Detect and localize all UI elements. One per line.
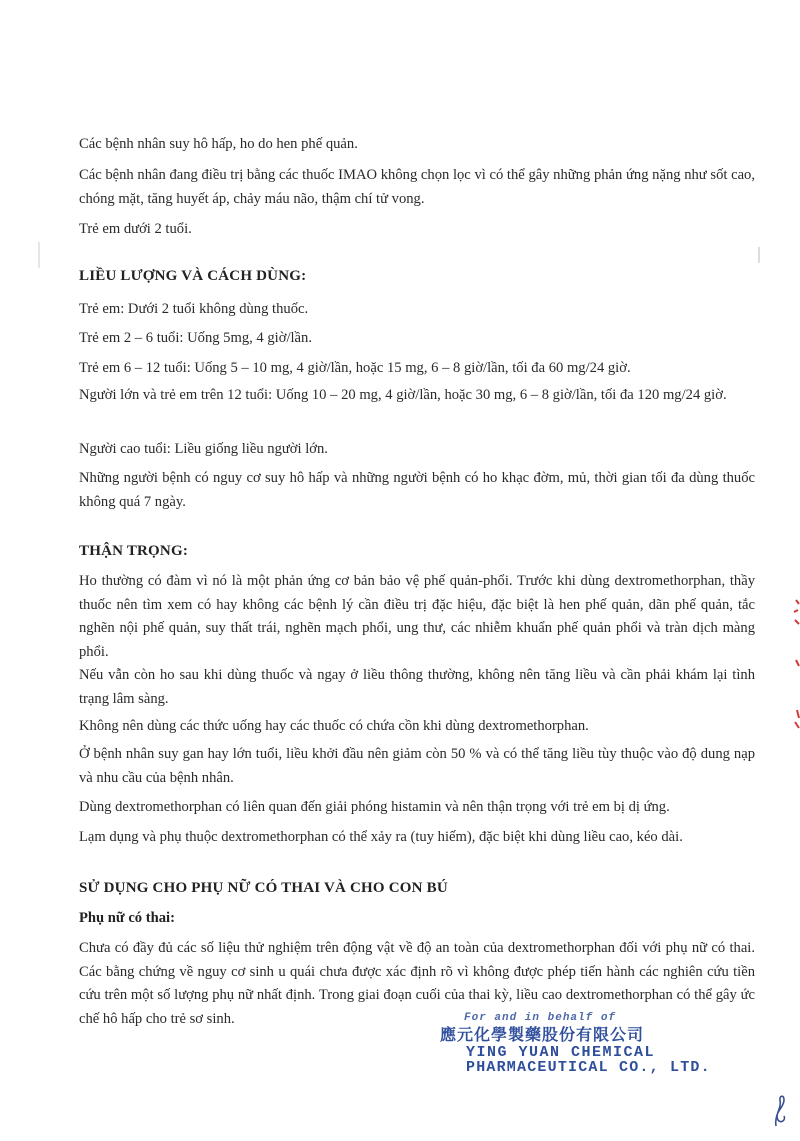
stamp-chinese-name: 應元化學製藥股份有限公司: [440, 1025, 645, 1044]
caution-liver-elderly: Ở bệnh nhân suy gan hay lớn tuổi, liều khởi đầu nên giảm còn 50 % và có thể tăng liều tùy thuộc vào độ dung nạp và nhu cầu của bệnh nhân.: [79, 746, 755, 786]
dosage-children-under-2: Trẻ em: Dưới 2 tuổi không dùng thuốc.: [79, 301, 309, 317]
contraindication-imao: Các bệnh nhân đang điều trị bằng các thuốc IMAO không chọn lọc vì có thể gây những phản ứng nặng như sốt cao, chóng mặt, tăng huyết áp, chảy máu não, thậm chí tử vong.: [79, 167, 755, 207]
contraindication-children: Trẻ em dưới 2 tuổi.: [79, 221, 192, 237]
dosage-max-duration: Những người bệnh có nguy cơ suy hô hấp và những người bệnh có ho khạc đờm, mủ, thời gian tối đa dùng thuốc không quá 7 ngày.: [79, 470, 755, 510]
dosage-heading: LIỀU LƯỢNG VÀ CÁCH DÙNG:: [79, 268, 307, 284]
stamp-behalf-line: For and in behalf of: [464, 1012, 617, 1024]
caution-persistent-cough: Nếu vẫn còn ho sau khi dùng thuốc và ngay ở liều thông thường, không nên tăng liều và cần phải khám lại tình trạng lâm sàng.: [79, 667, 755, 707]
signature-mark-icon: [770, 1090, 792, 1130]
dosage-elderly: Người cao tuổi: Liều giống liều người lớn.: [79, 441, 328, 457]
contraindication-respiratory: Các bệnh nhân suy hô hấp, ho do hen phế quản.: [79, 136, 358, 152]
scan-dot-icon: [756, 245, 762, 265]
caution-abuse: Lạm dụng và phụ thuộc dextromethorphan có thể xảy ra (tuy hiếm), đặc biệt khi dùng liều cao, kéo dài.: [79, 829, 683, 845]
pregnancy-text: Chưa có đầy đủ các số liệu thử nghiệm trên động vật về độ an toàn của dextromethorphan đối với phụ nữ có thai. Các bằng chứng về nguy cơ sinh u quái chưa được xác định rõ vì không được phép tiến hành các nghiên cứu tiền cứu trên một số lượng phụ nữ nhất định. Trong giai đoạn cuối của thai kỳ, liều cao dextromethorphan có thể gây ức chế hô hấp cho trẻ sơ sinh.: [79, 940, 755, 1027]
stamp-company-line1: YING YUAN CHEMICAL: [466, 1044, 656, 1061]
pregnancy-heading: SỬ DỤNG CHO PHỤ NỮ CÓ THAI VÀ CHO CON BÚ: [79, 880, 448, 896]
dosage-children-6-12: Trẻ em 6 – 12 tuổi: Uống 5 – 10 mg, 4 giờ/lần, hoặc 15 mg, 6 – 8 giờ/lần, tối đa 60 mg/24 giờ.: [79, 360, 631, 376]
pregnancy-subheading: Phụ nữ có thai:: [79, 910, 175, 926]
caution-cough-diagnosis: Ho thường có đàm vì nó là một phản ứng cơ bản bảo vệ phế quản-phổi. Trước khi dùng dextromethorphan, thầy thuốc nên tìm xem có hay không các bệnh lý cần điều trị đặc hiệu, đặc biệt là hen phế quản, dãn phế quản, tắc nghẽn nội phế quản, suy thất trái, nghẽn mạch phổi, ung thư, các nhiễm khuẩn phế quản phổi và tràn dịch màng phổi.: [79, 573, 755, 660]
dosage-children-2-6: Trẻ em 2 – 6 tuổi: Uống 5mg, 4 giờ/lần.: [79, 330, 312, 346]
company-stamp: [440, 1012, 720, 1076]
left-edge-mark-icon: [36, 240, 42, 270]
stamp-company-line2: PHARMACEUTICAL CO., LTD.: [466, 1059, 711, 1076]
caution-alcohol: Không nên dùng các thức uống hay các thuốc có chứa cồn khi dùng dextromethorphan.: [79, 718, 589, 734]
caution-histamine: Dùng dextromethorphan có liên quan đến giải phóng histamin và nên thận trọng với trẻ em bị dị ứng.: [79, 799, 670, 815]
dosage-adults: Người lớn và trẻ em trên 12 tuổi: Uống 10 – 20 mg, 4 giờ/lần, hoặc 30 mg, 6 – 8 giờ/lần, tối đa 120 mg/24 giờ.: [79, 387, 727, 403]
red-edge-mark-icon: [786, 590, 800, 740]
caution-heading: THẬN TRỌNG:: [79, 543, 189, 559]
